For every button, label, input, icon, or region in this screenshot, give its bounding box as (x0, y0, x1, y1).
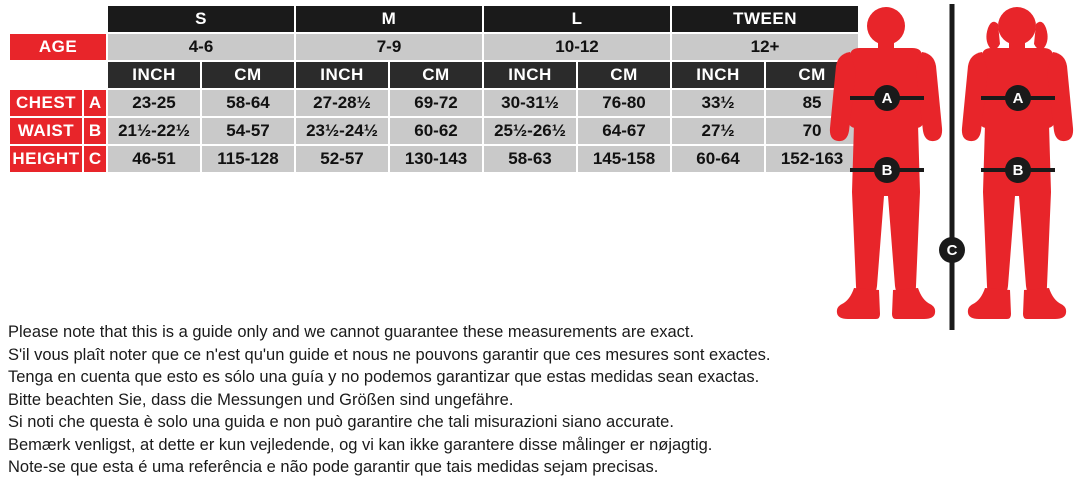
unit-header-inch-tween: INCH (672, 62, 764, 88)
chest-inch-s: 23-25 (108, 90, 200, 116)
girl-waist-marker-label: B (1012, 162, 1024, 179)
note-da: Bemærk venligst, at dette er kun vejledende, og vi kan ikke garantere disse målinger er nøjagtig. (8, 435, 713, 454)
row-label-age: AGE (10, 34, 106, 60)
height-marker-label: C (946, 242, 958, 259)
boy-waist-marker-label: B (881, 162, 893, 179)
chest-inch-m: 27-28½ (296, 90, 388, 116)
row-letter-waist: B (84, 118, 106, 144)
height-inch-l: 58-63 (484, 146, 576, 172)
row-label-chest: CHEST (10, 90, 82, 116)
size-header-m: M (296, 6, 482, 32)
size-header-s: S (108, 6, 294, 32)
note-fr: S'il vous plaît noter que ce n'est qu'un guide et nous ne pouvons garantir que ces mesures sont exactes. (8, 345, 771, 364)
spacer-cell (10, 6, 106, 32)
age-value-l: 10-12 (484, 34, 670, 60)
spacer-cell (10, 62, 106, 88)
height-cm-l: 145-158 (578, 146, 670, 172)
measurement-figures (820, 0, 1080, 360)
waist-inch-m: 23½-24½ (296, 118, 388, 144)
chest-cm-m: 69-72 (390, 90, 482, 116)
unit-header-inch-s: INCH (108, 62, 200, 88)
size-header-l: L (484, 6, 670, 32)
waist-inch-tween: 27½ (672, 118, 764, 144)
row-label-waist: WAIST (10, 118, 82, 144)
age-value-tween: 12+ (672, 34, 858, 60)
unit-header-cm-l: CM (578, 62, 670, 88)
waist-inch-l: 25½-26½ (484, 118, 576, 144)
unit-header-cm-m: CM (390, 62, 482, 88)
waist-inch-s: 21½-22½ (108, 118, 200, 144)
unit-header-inch-m: INCH (296, 62, 388, 88)
table-row-age (10, 34, 858, 60)
table-row-height (10, 146, 858, 172)
table-row-sizes (10, 6, 858, 32)
note-es: Tenga en cuenta que esto es sólo una guía y no podemos garantizar que estas medidas sean exactas. (8, 368, 760, 386)
waist-cm-s: 54-57 (202, 118, 294, 144)
note-en: Please note that this is a guide only and we cannot guarantee these measurements are exact. (8, 323, 695, 341)
chest-cm-s: 58-64 (202, 90, 294, 116)
height-inch-tween: 60-64 (672, 146, 764, 172)
chest-cm-l: 76-80 (578, 90, 670, 116)
height-inch-s: 46-51 (108, 146, 200, 172)
boy-chest-marker-label: A (881, 90, 893, 107)
note-de: Bitte beachten Sie, dass die Messungen und Größen sind ungefähre. (8, 390, 514, 409)
height-inch-m: 52-57 (296, 146, 388, 172)
disclaimer-notes (8, 322, 808, 480)
waist-cm-m: 60-62 (390, 118, 482, 144)
note-pt: Note-se que esta é uma referência e não pode garantir que tais medidas sejam precisas. (8, 458, 659, 476)
waist-cm-l: 64-67 (578, 118, 670, 144)
girl-chest-marker-label: A (1012, 90, 1024, 107)
waist-cm-tween: 70 (766, 118, 858, 144)
chest-inch-tween: 33½ (672, 90, 764, 116)
table-row-units (10, 62, 858, 88)
note-it: Si noti che questa è solo una guida e non può garantire che tali misurazioni siano accurate. (8, 413, 674, 431)
size-header-tween: TWEEN (672, 6, 858, 32)
chest-inch-l: 30-31½ (484, 90, 576, 116)
height-cm-s: 115-128 (202, 146, 294, 172)
unit-header-cm-tween: CM (766, 62, 858, 88)
size-chart-table (8, 4, 860, 174)
row-letter-height: C (84, 146, 106, 172)
row-label-height: HEIGHT (10, 146, 82, 172)
age-value-m: 7-9 (296, 34, 482, 60)
age-value-s: 4-6 (108, 34, 294, 60)
height-cm-m: 130-143 (390, 146, 482, 172)
unit-header-inch-l: INCH (484, 62, 576, 88)
table-row-chest (10, 90, 858, 116)
unit-header-cm-s: CM (202, 62, 294, 88)
row-letter-chest: A (84, 90, 106, 116)
table-row-waist (10, 118, 858, 144)
chest-cm-tween: 85 (766, 90, 858, 116)
height-cm-tween: 152-163 (766, 146, 858, 172)
